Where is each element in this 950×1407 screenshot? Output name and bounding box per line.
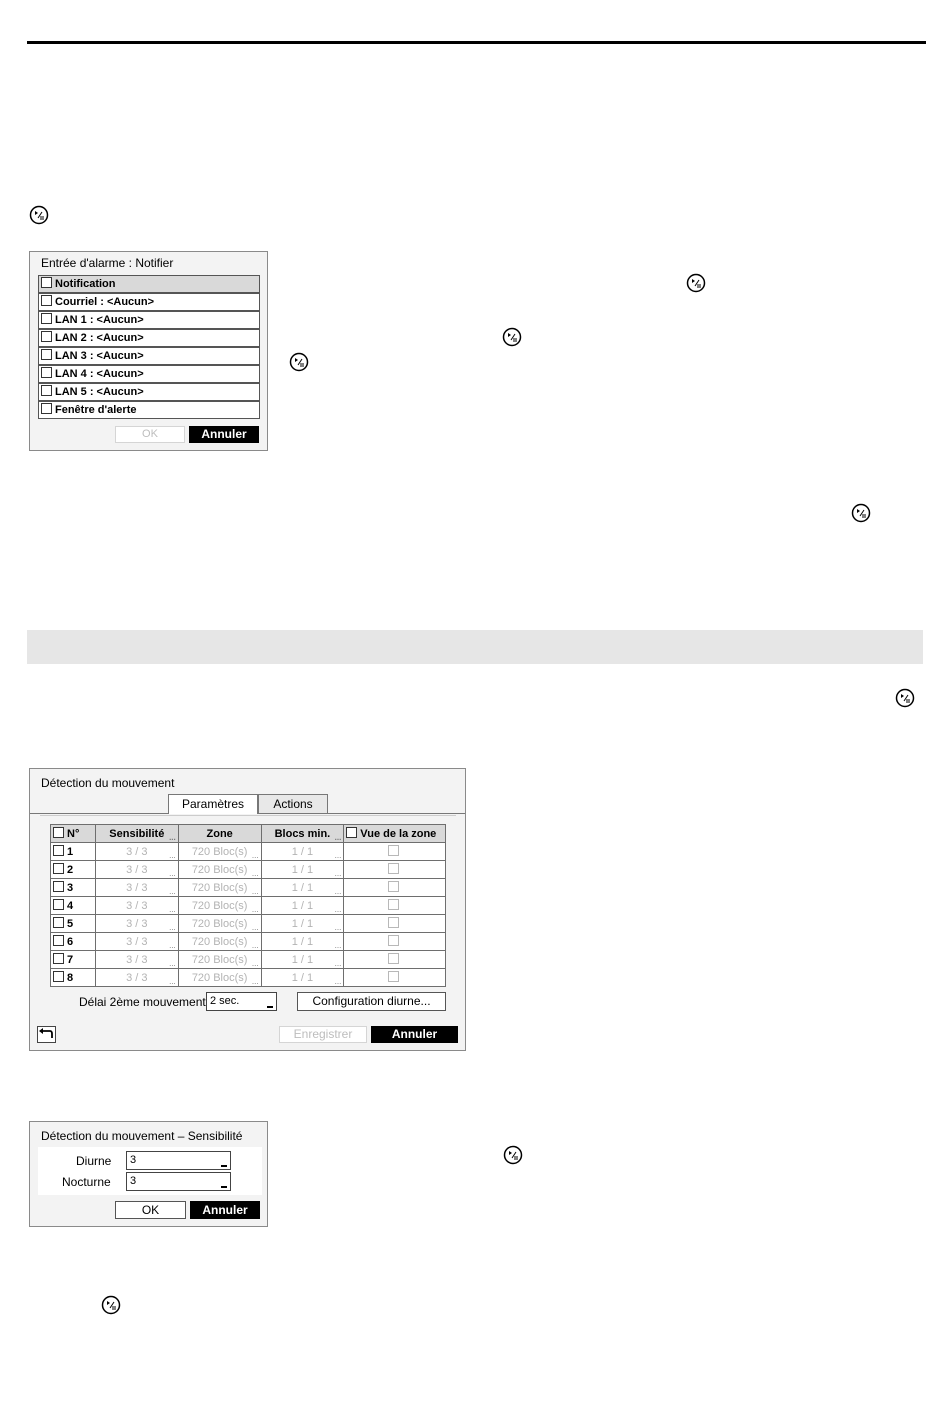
play-pause-icon <box>503 1145 523 1165</box>
top-rule <box>27 41 926 44</box>
checkbox[interactable] <box>41 313 52 324</box>
col-min-blocks[interactable] <box>261 825 344 843</box>
checkbox[interactable] <box>41 349 52 360</box>
cell-zone[interactable] <box>178 897 261 915</box>
cancel-button[interactable]: Annuler <box>189 426 259 443</box>
checkbox[interactable] <box>388 953 399 964</box>
cell-min-blocks[interactable] <box>261 951 344 969</box>
min-blocks-value: 1 / 1 <box>291 845 314 858</box>
more-icon: ... <box>169 833 176 842</box>
notify-item-alert-window[interactable] <box>38 401 260 419</box>
min-blocks-value: 1 / 1 <box>291 881 314 894</box>
more-icon: ... <box>251 905 259 914</box>
cell-min-blocks[interactable] <box>261 969 344 987</box>
play-pause-icon <box>101 1295 121 1315</box>
zone-value: 720 Bloc(s) <box>191 845 248 858</box>
dropdown-icon <box>267 1006 273 1008</box>
notify-item-lan5[interactable] <box>38 383 260 401</box>
checkbox[interactable] <box>53 827 64 838</box>
checkbox[interactable] <box>41 295 52 306</box>
col-label: N° <box>67 828 80 840</box>
checkbox[interactable] <box>53 899 64 910</box>
cell-zone-view[interactable] <box>344 861 446 879</box>
col-label: Zone <box>206 827 233 840</box>
more-icon: ... <box>169 977 176 986</box>
checkbox[interactable] <box>53 845 64 856</box>
notify-item-label: LAN 1 : <Aucun> <box>55 314 144 326</box>
back-button[interactable] <box>37 1026 56 1043</box>
delay-value: 2 sec. <box>210 995 240 1007</box>
cell-sensitivity[interactable] <box>95 933 178 951</box>
cell-zone-view[interactable] <box>344 915 446 933</box>
checkbox[interactable] <box>388 935 399 946</box>
row-number[interactable] <box>51 879 96 897</box>
more-icon: ... <box>251 941 259 950</box>
dialog-title: Détection du mouvement – Sensibilité <box>41 1129 243 1143</box>
day-label: Diurne <box>76 1154 112 1168</box>
table-header <box>51 825 446 843</box>
notify-item-label: Fenêtre d'alerte <box>55 404 137 416</box>
col-label: Sensibilité <box>109 827 165 840</box>
dialog-title: Entrée d'alarme : Notifier <box>41 256 174 270</box>
cell-sensitivity[interactable] <box>95 969 178 987</box>
cell-sensitivity[interactable] <box>95 843 178 861</box>
more-icon: ... <box>334 959 342 968</box>
zone-value: 720 Bloc(s) <box>191 917 248 930</box>
notify-item-label: Courriel : <Aucun> <box>55 296 155 308</box>
checkbox[interactable] <box>53 935 64 946</box>
checkbox[interactable] <box>53 863 64 874</box>
day-config-button[interactable]: Configuration diurne... <box>297 992 446 1011</box>
row-number[interactable] <box>51 969 96 987</box>
checkbox[interactable] <box>388 845 399 856</box>
cell-sensitivity[interactable] <box>95 861 178 879</box>
dialog-title: Détection du mouvement <box>41 776 175 790</box>
cell-sensitivity[interactable] <box>95 915 178 933</box>
row-number-label: 5 <box>67 918 74 930</box>
tab-parametres[interactable]: Paramètres <box>168 794 258 814</box>
night-value: 3 <box>130 1175 137 1187</box>
more-icon: ... <box>334 887 342 896</box>
checkbox[interactable] <box>53 953 64 964</box>
more-icon: ... <box>169 887 176 896</box>
cell-sensitivity[interactable] <box>95 897 178 915</box>
row-number[interactable] <box>51 843 96 861</box>
dropdown-icon <box>221 1165 227 1167</box>
play-pause-icon <box>289 352 309 372</box>
ok-button[interactable]: OK <box>115 426 185 443</box>
play-pause-icon <box>502 327 522 347</box>
min-blocks-value: 1 / 1 <box>291 917 314 930</box>
more-icon: ... <box>251 959 259 968</box>
save-button[interactable]: Enregistrer <box>279 1026 367 1043</box>
cell-zone[interactable] <box>178 915 261 933</box>
notify-item-lan3[interactable] <box>38 347 260 365</box>
row-number[interactable] <box>51 861 96 879</box>
table-row[interactable] <box>51 879 446 897</box>
checkbox[interactable] <box>41 331 52 342</box>
col-sensitivity[interactable] <box>95 825 178 843</box>
more-icon: ... <box>334 905 342 914</box>
more-icon: ... <box>334 833 342 842</box>
row-number[interactable] <box>51 951 96 969</box>
notify-item-email[interactable] <box>38 293 260 311</box>
checkbox[interactable] <box>41 403 52 414</box>
table-row[interactable] <box>51 843 446 861</box>
sensitivity-value: 3 / 3 <box>126 971 148 984</box>
zone-value: 720 Bloc(s) <box>191 881 248 894</box>
notify-item-label: LAN 2 : <Aucun> <box>55 332 144 344</box>
play-pause-icon <box>686 273 706 293</box>
checkbox[interactable] <box>388 899 399 910</box>
col-zone-view[interactable] <box>344 825 446 843</box>
more-icon: ... <box>169 905 176 914</box>
night-sensitivity-select[interactable] <box>126 1172 231 1191</box>
checkbox[interactable] <box>53 971 64 982</box>
cell-min-blocks[interactable] <box>261 933 344 951</box>
more-icon: ... <box>169 923 176 932</box>
cell-sensitivity[interactable] <box>95 879 178 897</box>
row-number-label: 6 <box>67 936 74 948</box>
table-row[interactable] <box>51 933 446 951</box>
more-icon: ... <box>169 851 176 860</box>
zone-value: 720 Bloc(s) <box>191 953 248 966</box>
sensitivity-value: 3 / 3 <box>126 899 148 912</box>
motion-table <box>50 824 446 987</box>
cell-zone-view[interactable] <box>344 879 446 897</box>
notify-item-lan4[interactable] <box>38 365 260 383</box>
table-row[interactable] <box>51 969 446 987</box>
divider <box>40 815 456 816</box>
col-number[interactable] <box>51 825 96 843</box>
notify-item-label: Notification <box>55 278 116 290</box>
table-row[interactable] <box>51 897 446 915</box>
cancel-button[interactable]: Annuler <box>371 1026 458 1043</box>
delay-select[interactable] <box>206 992 277 1011</box>
more-icon: ... <box>251 977 259 986</box>
cell-zone[interactable] <box>178 951 261 969</box>
row-number[interactable] <box>51 915 96 933</box>
col-label: Blocs min. <box>274 827 331 840</box>
checkbox[interactable] <box>346 827 357 838</box>
cell-zone[interactable] <box>178 933 261 951</box>
row-number-label: 4 <box>67 900 74 912</box>
play-pause-icon <box>851 503 871 523</box>
checkbox[interactable] <box>41 277 52 288</box>
notify-item-lan1[interactable] <box>38 311 260 329</box>
col-zone <box>178 825 261 843</box>
ok-button[interactable]: OK <box>115 1201 186 1219</box>
cancel-button[interactable]: Annuler <box>190 1201 260 1219</box>
row-number-label: 2 <box>67 864 74 876</box>
notify-item-label: LAN 3 : <Aucun> <box>55 350 144 362</box>
tab-actions[interactable]: Actions <box>258 794 328 813</box>
cell-zone-view[interactable] <box>344 969 446 987</box>
more-icon: ... <box>251 923 259 932</box>
cell-zone[interactable] <box>178 969 261 987</box>
checkbox[interactable] <box>388 863 399 874</box>
row-number[interactable] <box>51 933 96 951</box>
zone-value: 720 Bloc(s) <box>191 935 248 948</box>
more-icon: ... <box>251 869 259 878</box>
more-icon: ... <box>334 851 342 860</box>
notify-item-lan2[interactable] <box>38 329 260 347</box>
checkbox[interactable] <box>53 881 64 892</box>
zone-value: 720 Bloc(s) <box>191 899 248 912</box>
more-icon: ... <box>334 941 342 950</box>
cell-zone[interactable] <box>178 861 261 879</box>
sensitivity-value: 3 / 3 <box>126 845 148 858</box>
cell-min-blocks[interactable] <box>261 843 344 861</box>
more-icon: ... <box>251 887 259 896</box>
sensitivity-value: 3 / 3 <box>126 881 148 894</box>
cell-zone-view[interactable] <box>344 933 446 951</box>
zone-value: 720 Bloc(s) <box>191 863 248 876</box>
cell-sensitivity[interactable] <box>95 951 178 969</box>
more-icon: ... <box>334 923 342 932</box>
checkbox[interactable] <box>53 917 64 928</box>
col-label: Vue de la zone <box>360 828 437 840</box>
min-blocks-value: 1 / 1 <box>291 971 314 984</box>
min-blocks-value: 1 / 1 <box>291 935 314 948</box>
delay-label: Délai 2ème mouvement <box>79 995 206 1009</box>
cell-zone-view[interactable] <box>344 843 446 861</box>
row-number-label: 1 <box>67 846 74 858</box>
sensitivity-value: 3 / 3 <box>126 953 148 966</box>
checkbox[interactable] <box>388 881 399 892</box>
section-heading-bar <box>27 630 923 664</box>
cell-zone-view[interactable] <box>344 897 446 915</box>
play-pause-icon <box>29 205 49 225</box>
day-sensitivity-select[interactable] <box>126 1151 231 1170</box>
cell-min-blocks[interactable] <box>261 879 344 897</box>
table-row[interactable] <box>51 861 446 879</box>
row-number-label: 7 <box>67 954 74 966</box>
checkbox[interactable] <box>388 971 399 982</box>
dropdown-icon <box>221 1186 227 1188</box>
more-icon: ... <box>251 851 259 860</box>
min-blocks-value: 1 / 1 <box>291 899 314 912</box>
back-arrow-icon <box>38 1027 55 1042</box>
min-blocks-value: 1 / 1 <box>291 863 314 876</box>
day-value: 3 <box>130 1154 137 1166</box>
cell-min-blocks[interactable] <box>261 861 344 879</box>
checkbox[interactable] <box>41 385 52 396</box>
more-icon: ... <box>334 977 342 986</box>
play-pause-icon <box>895 688 915 708</box>
row-number[interactable] <box>51 897 96 915</box>
notify-item-notification[interactable] <box>38 275 260 293</box>
table-row[interactable] <box>51 951 446 969</box>
notify-item-label: LAN 5 : <Aucun> <box>55 386 144 398</box>
cell-min-blocks[interactable] <box>261 915 344 933</box>
table-row[interactable] <box>51 915 446 933</box>
more-icon: ... <box>169 959 176 968</box>
cell-min-blocks[interactable] <box>261 897 344 915</box>
min-blocks-value: 1 / 1 <box>291 953 314 966</box>
row-number-label: 3 <box>67 882 74 894</box>
more-icon: ... <box>169 941 176 950</box>
zone-value: 720 Bloc(s) <box>191 971 248 984</box>
cell-zone[interactable] <box>178 843 261 861</box>
night-label: Nocturne <box>62 1175 111 1189</box>
more-icon: ... <box>169 869 176 878</box>
checkbox[interactable] <box>41 367 52 378</box>
sensitivity-value: 3 / 3 <box>126 863 148 876</box>
checkbox[interactable] <box>388 917 399 928</box>
cell-zone-view[interactable] <box>344 951 446 969</box>
sensitivity-value: 3 / 3 <box>126 917 148 930</box>
cell-zone[interactable] <box>178 879 261 897</box>
notify-item-label: LAN 4 : <Aucun> <box>55 368 144 380</box>
row-number-label: 8 <box>67 972 74 984</box>
more-icon: ... <box>334 869 342 878</box>
alarm-notify-dialog <box>29 251 268 451</box>
sensitivity-value: 3 / 3 <box>126 935 148 948</box>
